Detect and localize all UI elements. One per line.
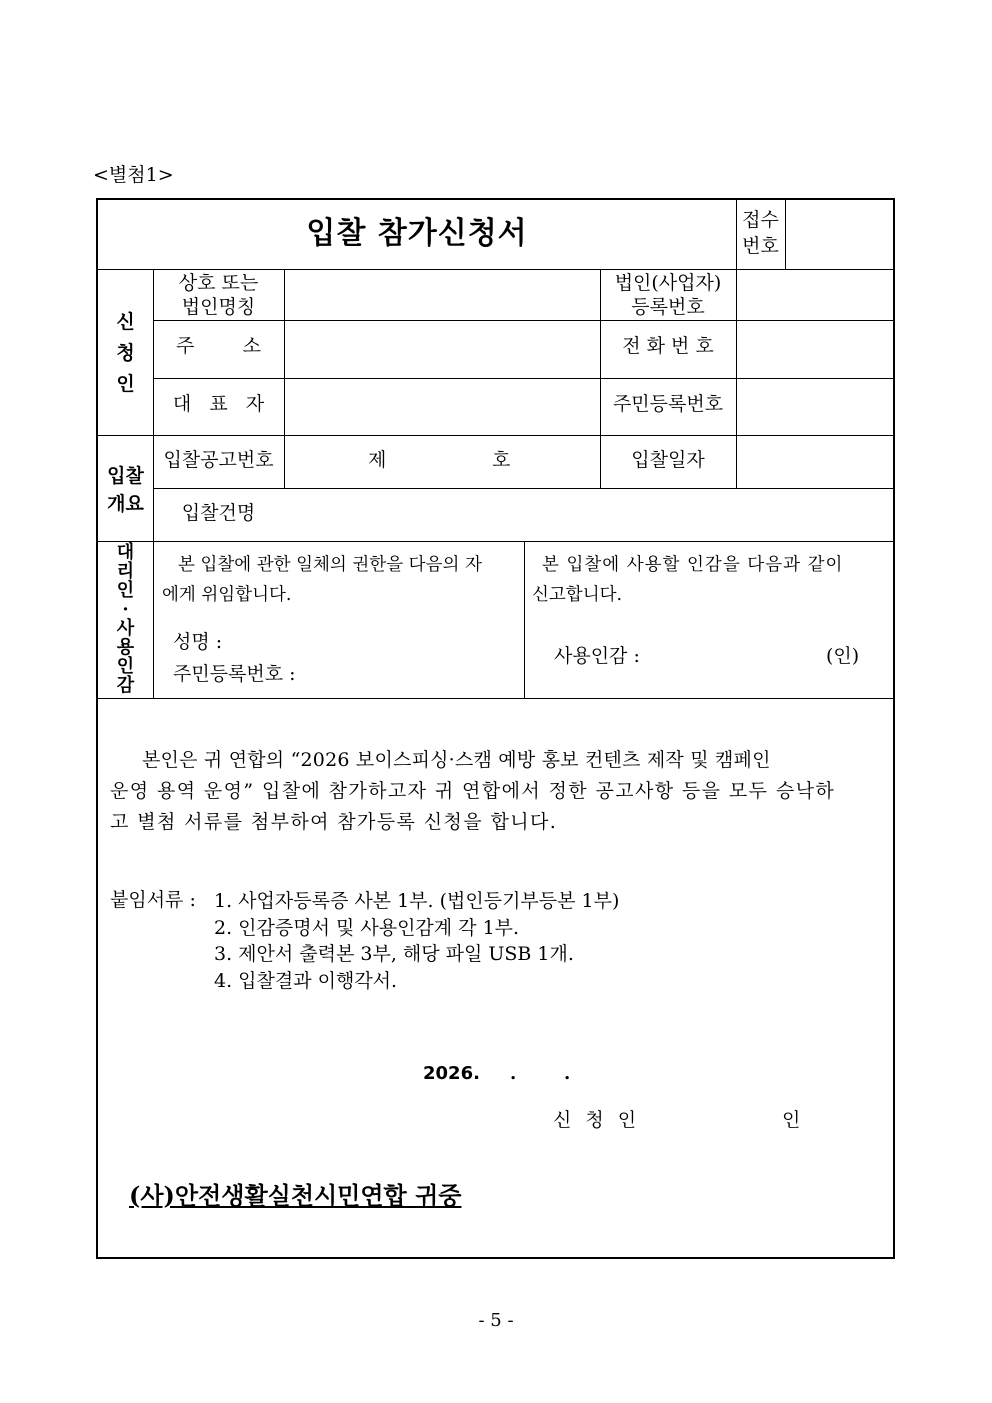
date-day-separator: . — [564, 1063, 571, 1084]
divider — [153, 320, 895, 321]
representative-field[interactable] — [288, 382, 596, 432]
divider — [98, 541, 895, 542]
notice-number-label: 입찰공고번호 — [163, 449, 274, 471]
divider — [284, 269, 285, 488]
delegate-name-label: 성명 : — [173, 631, 223, 653]
bid-overview-section-label: 입찰 개요 — [107, 465, 144, 515]
bid-date-label: 입찰일자 — [631, 449, 705, 471]
divider — [98, 269, 895, 270]
delegate-resident-number-label: 주민등록번호 : — [173, 663, 296, 685]
bid-application-form — [96, 198, 895, 1259]
receipt-number-label: 접수 번호 — [742, 209, 779, 257]
divider — [153, 378, 895, 379]
resident-number-label: 주민등록번호 — [612, 393, 724, 415]
addressee: (사)안전생활실천시민연합 귀중 — [129, 1181, 462, 1210]
divider — [785, 200, 786, 269]
attachment-label: <별첨1> — [93, 164, 174, 186]
notice-number-prefix: 제 — [368, 449, 387, 471]
bid-name-field[interactable] — [288, 492, 888, 537]
company-name-field[interactable] — [288, 272, 596, 317]
delegation-text: 본 입찰에 관한 일체의 권한을 다음의 자 에게 위임합니다. — [162, 555, 482, 605]
company-name-label: 상호 또는 법인명칭 — [178, 272, 259, 318]
seal-label: 사용인감 : — [554, 645, 640, 667]
date-year: 2026. — [423, 1063, 480, 1084]
seal-declaration-text: 본 입찰에 사용할 인감을 다음과 같이 신고합니다. — [532, 555, 844, 605]
seal-mark: (인) — [826, 645, 860, 667]
divider — [98, 435, 895, 436]
list-item: 1. 사업자등록증 사본 1부. (법인등기부등본 1부) — [214, 890, 620, 912]
divider — [524, 541, 525, 698]
list-item: 3. 제안서 출력본 3부, 해당 파일 USB 1개. — [214, 943, 574, 965]
phone-field[interactable] — [740, 324, 890, 374]
attached-documents-list — [214, 888, 619, 994]
address-label: 주 소 — [175, 335, 262, 357]
form-title: 입찰 참가신청서 — [306, 216, 528, 251]
agent-seal-section-label: 대 리 인 · 사 용 인 감 — [116, 542, 135, 696]
divider — [98, 698, 895, 699]
address-field[interactable] — [288, 324, 596, 374]
phone-label: 전 화 번 호 — [622, 335, 714, 357]
registration-number-field[interactable] — [740, 272, 890, 317]
applicant-section-label: 신 청 인 — [116, 311, 135, 395]
list-item: 2. 인감증명서 및 사용인감계 각 1부. — [214, 916, 520, 939]
divider — [153, 488, 895, 489]
applicant-signature-label: 신 청 인 — [553, 1109, 641, 1131]
applicant-seal-mark: 인 — [782, 1109, 801, 1131]
application-statement: 본인은 귀 연합의 “2026 보이스피싱·스캠 예방 홍보 컨텐츠 제작 및 캠페인 운영 용역 운영” 입찰에 참가하고자 귀 연합에서 정한 공고사항 등을 모두 승낙하 고 별첨 서류를 첨부하여 참가등록 신청을 합니다. — [110, 749, 836, 833]
receipt-number-field[interactable] — [790, 205, 890, 263]
page-number: - 5 - — [478, 1310, 514, 1331]
resident-number-field[interactable] — [740, 382, 890, 432]
date-month-separator: . — [510, 1063, 517, 1084]
bid-date-field[interactable] — [740, 439, 890, 484]
list-item: 4. 입찰결과 이행각서. — [214, 969, 398, 992]
notice-number-suffix: 호 — [492, 449, 511, 471]
bid-name-label: 입찰건명 — [181, 502, 256, 524]
divider — [736, 269, 737, 488]
representative-label: 대 표 자 — [172, 393, 265, 415]
registration-number-label: 법인(사업자) 등록번호 — [614, 272, 722, 318]
attached-documents-label: 붙임서류 : — [110, 889, 196, 911]
